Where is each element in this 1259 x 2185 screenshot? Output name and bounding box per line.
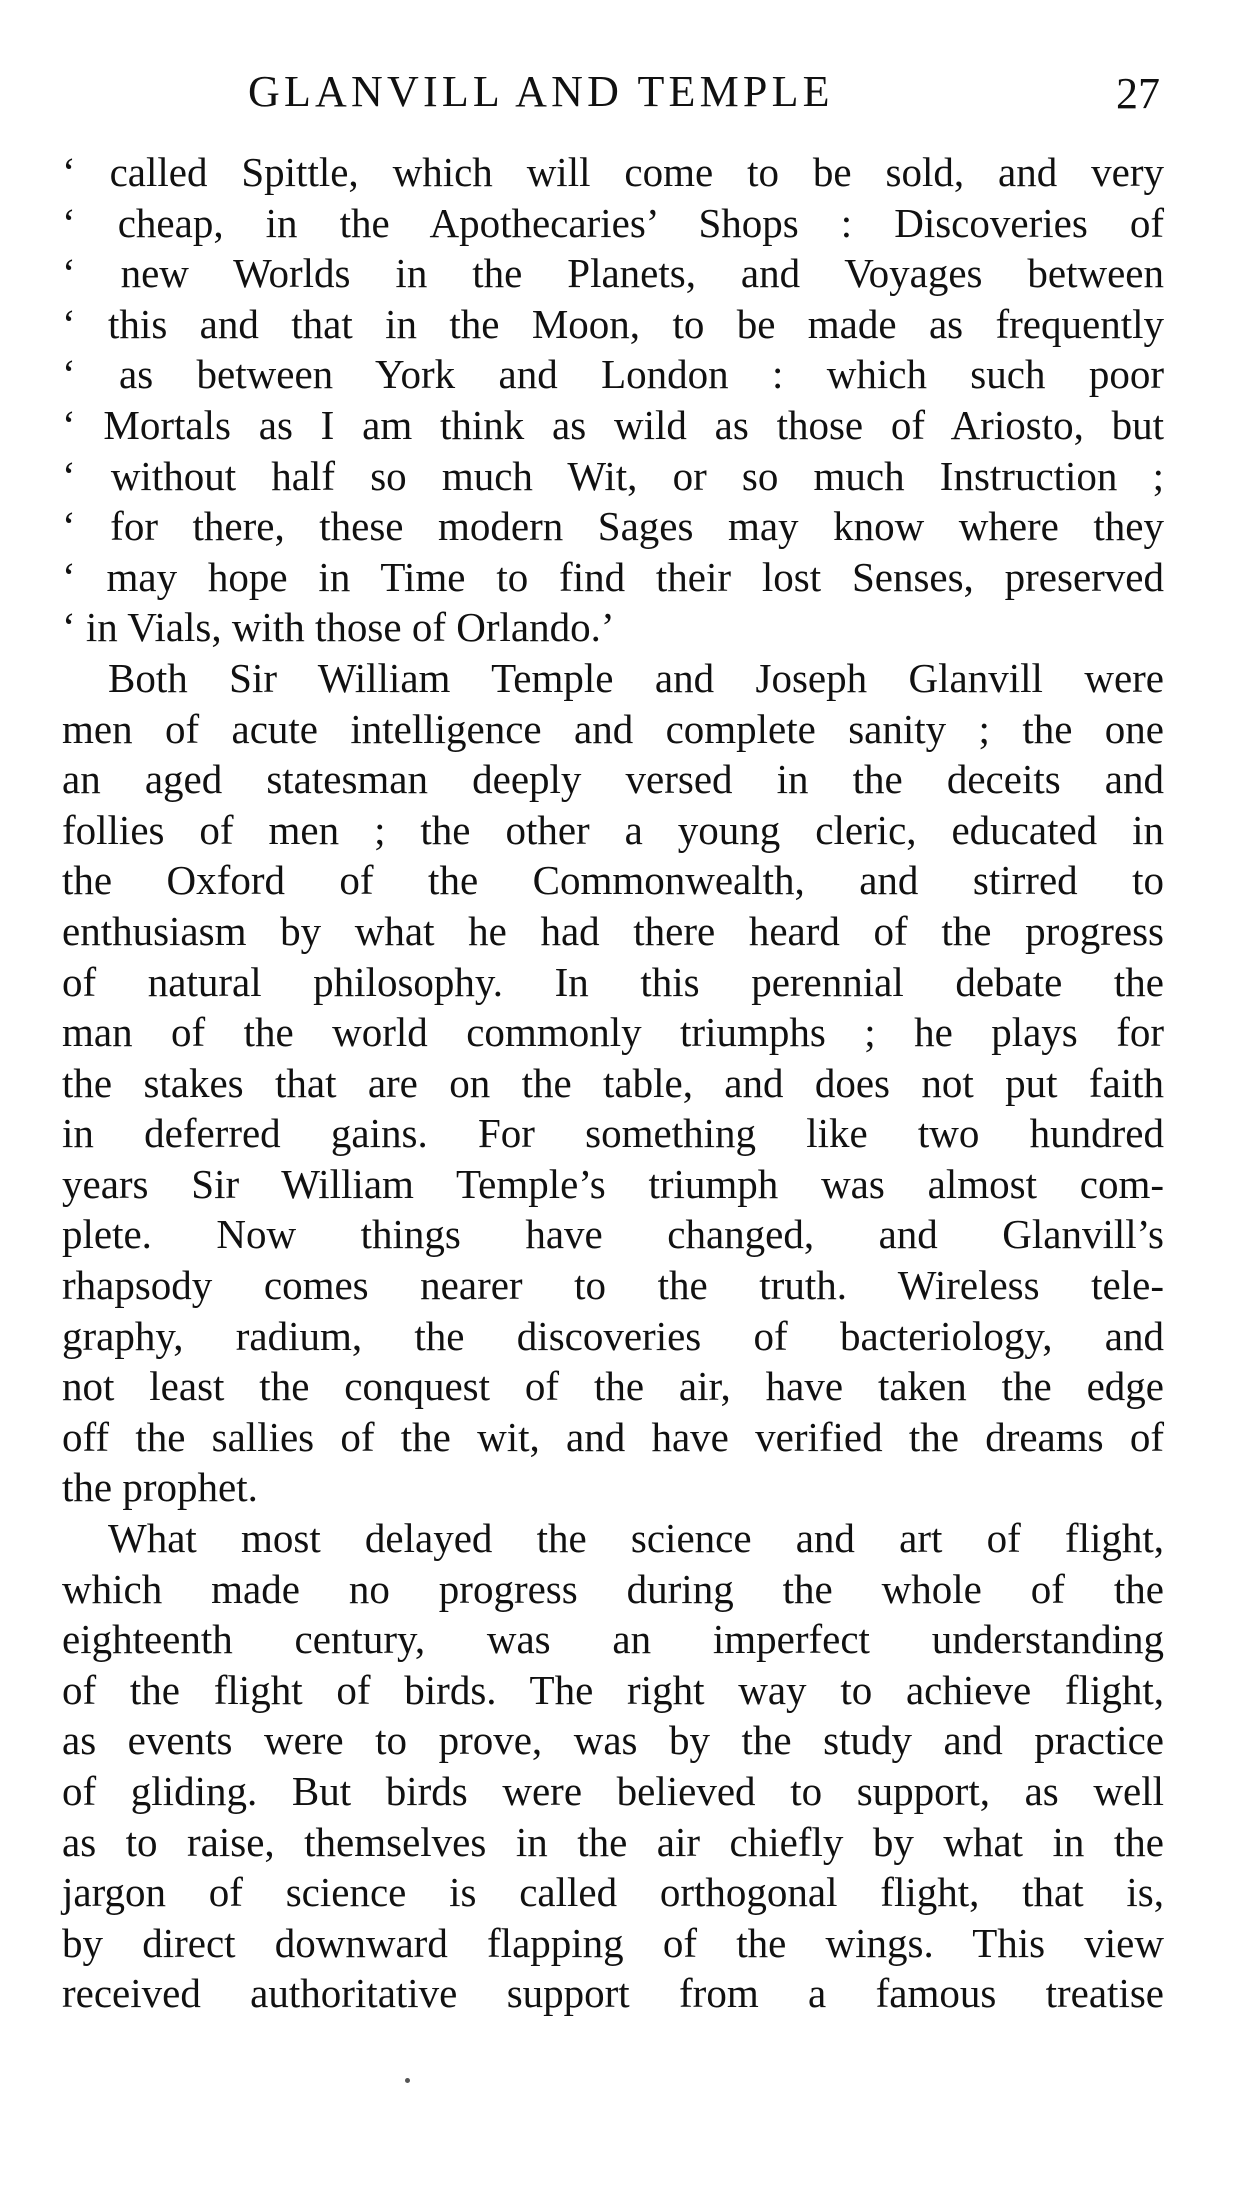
text-line: enthusiasm by what he had there heard of the progress xyxy=(62,907,1164,954)
text-line: man of the world commonly triumphs ; he plays for xyxy=(62,1009,1164,1056)
paragraph-quotation-end xyxy=(62,147,1164,653)
running-title: GLANVILL AND TEMPLE xyxy=(248,67,834,116)
text-line: an aged statesman deeply versed in the deceits and xyxy=(62,756,1164,803)
text-line: rhapsody comes nearer to the truth. Wireless tele- xyxy=(62,1262,1164,1309)
text-line: of the flight of birds. The right way to achieve flight, xyxy=(62,1666,1164,1713)
text-line: ‘ for there, these modern Sages may know where they xyxy=(62,503,1164,550)
text-line: ‘ Mortals as I am think as wild as those of Ariosto, but xyxy=(62,401,1164,448)
text-line: men of acute intelligence and complete sanity ; the one xyxy=(62,705,1164,752)
text-line: which made no progress during the whole of the xyxy=(62,1565,1164,1612)
text-line: jargon of science is called orthogonal flight, that is, xyxy=(62,1869,1164,1916)
text-line: the prophet. xyxy=(62,1464,258,1511)
paragraph-flight xyxy=(62,1513,1164,2019)
text-line: follies of men ; the other a young cleric, educated in xyxy=(62,806,1164,853)
ink-speck xyxy=(405,2078,410,2083)
text-line: by direct downward flapping of the wings. This view xyxy=(62,1919,1164,1966)
text-line: of natural philosophy. In this perennial debate the xyxy=(62,958,1164,1005)
text-line: ‘ called Spittle, which will come to be sold, and very xyxy=(62,149,1164,195)
text-line: of gliding. But birds were believed to support, as well xyxy=(62,1768,1164,1814)
text-line: ‘ new Worlds in the Planets, and Voyages between xyxy=(62,250,1164,297)
text-line: received authoritative support from a famous treatise xyxy=(62,1970,1164,2017)
text-line: ‘ may hope in Time to find their lost Senses, preserved xyxy=(62,553,1164,600)
text-line: ‘ as between York and London : which such poor xyxy=(62,351,1164,398)
text-line: as to raise, themselves in the air chiefly by what in the xyxy=(62,1818,1164,1865)
text-line: What most delayed the science and art of flight, xyxy=(108,1515,1164,1562)
text-line: ‘ this and that in the Moon, to be made as frequently xyxy=(62,300,1164,347)
text-line: Both Sir William Temple and Joseph Glanvill were xyxy=(108,654,1164,701)
text-line: as events were to prove, was by the study and practice xyxy=(62,1717,1164,1764)
text-line: the stakes that are on the table, and does not put faith xyxy=(62,1059,1164,1106)
body-text xyxy=(62,147,1164,2019)
text-line: ‘ cheap, in the Apothecaries’ Shops : Discoveries of xyxy=(62,199,1164,246)
text-line: eighteenth century, was an imperfect understanding xyxy=(62,1616,1164,1663)
text-line: ‘ in Vials, with those of Orlando.’ xyxy=(62,604,615,651)
text-line: the Oxford of the Commonwealth, and stirred to xyxy=(62,857,1164,904)
text-line: graphy, radium, the discoveries of bacteriology, and xyxy=(62,1312,1164,1359)
text-line: plete. Now things have changed, and Glanvill’s xyxy=(62,1211,1164,1258)
text-line: in deferred gains. For something like two hundred xyxy=(62,1110,1164,1157)
text-line: ‘ without half so much Wit, or so much Instruction ; xyxy=(62,452,1164,499)
running-header xyxy=(62,62,1164,122)
page-number: 27 xyxy=(1116,69,1160,118)
text-line: not least the conquest of the air, have taken the edge xyxy=(62,1363,1164,1410)
text-line: off the sallies of the wit, and have verified the dreams of xyxy=(62,1413,1164,1460)
text-line: years Sir William Temple’s triumph was almost com- xyxy=(62,1160,1164,1207)
paragraph-temple-glanvill xyxy=(62,653,1164,1513)
